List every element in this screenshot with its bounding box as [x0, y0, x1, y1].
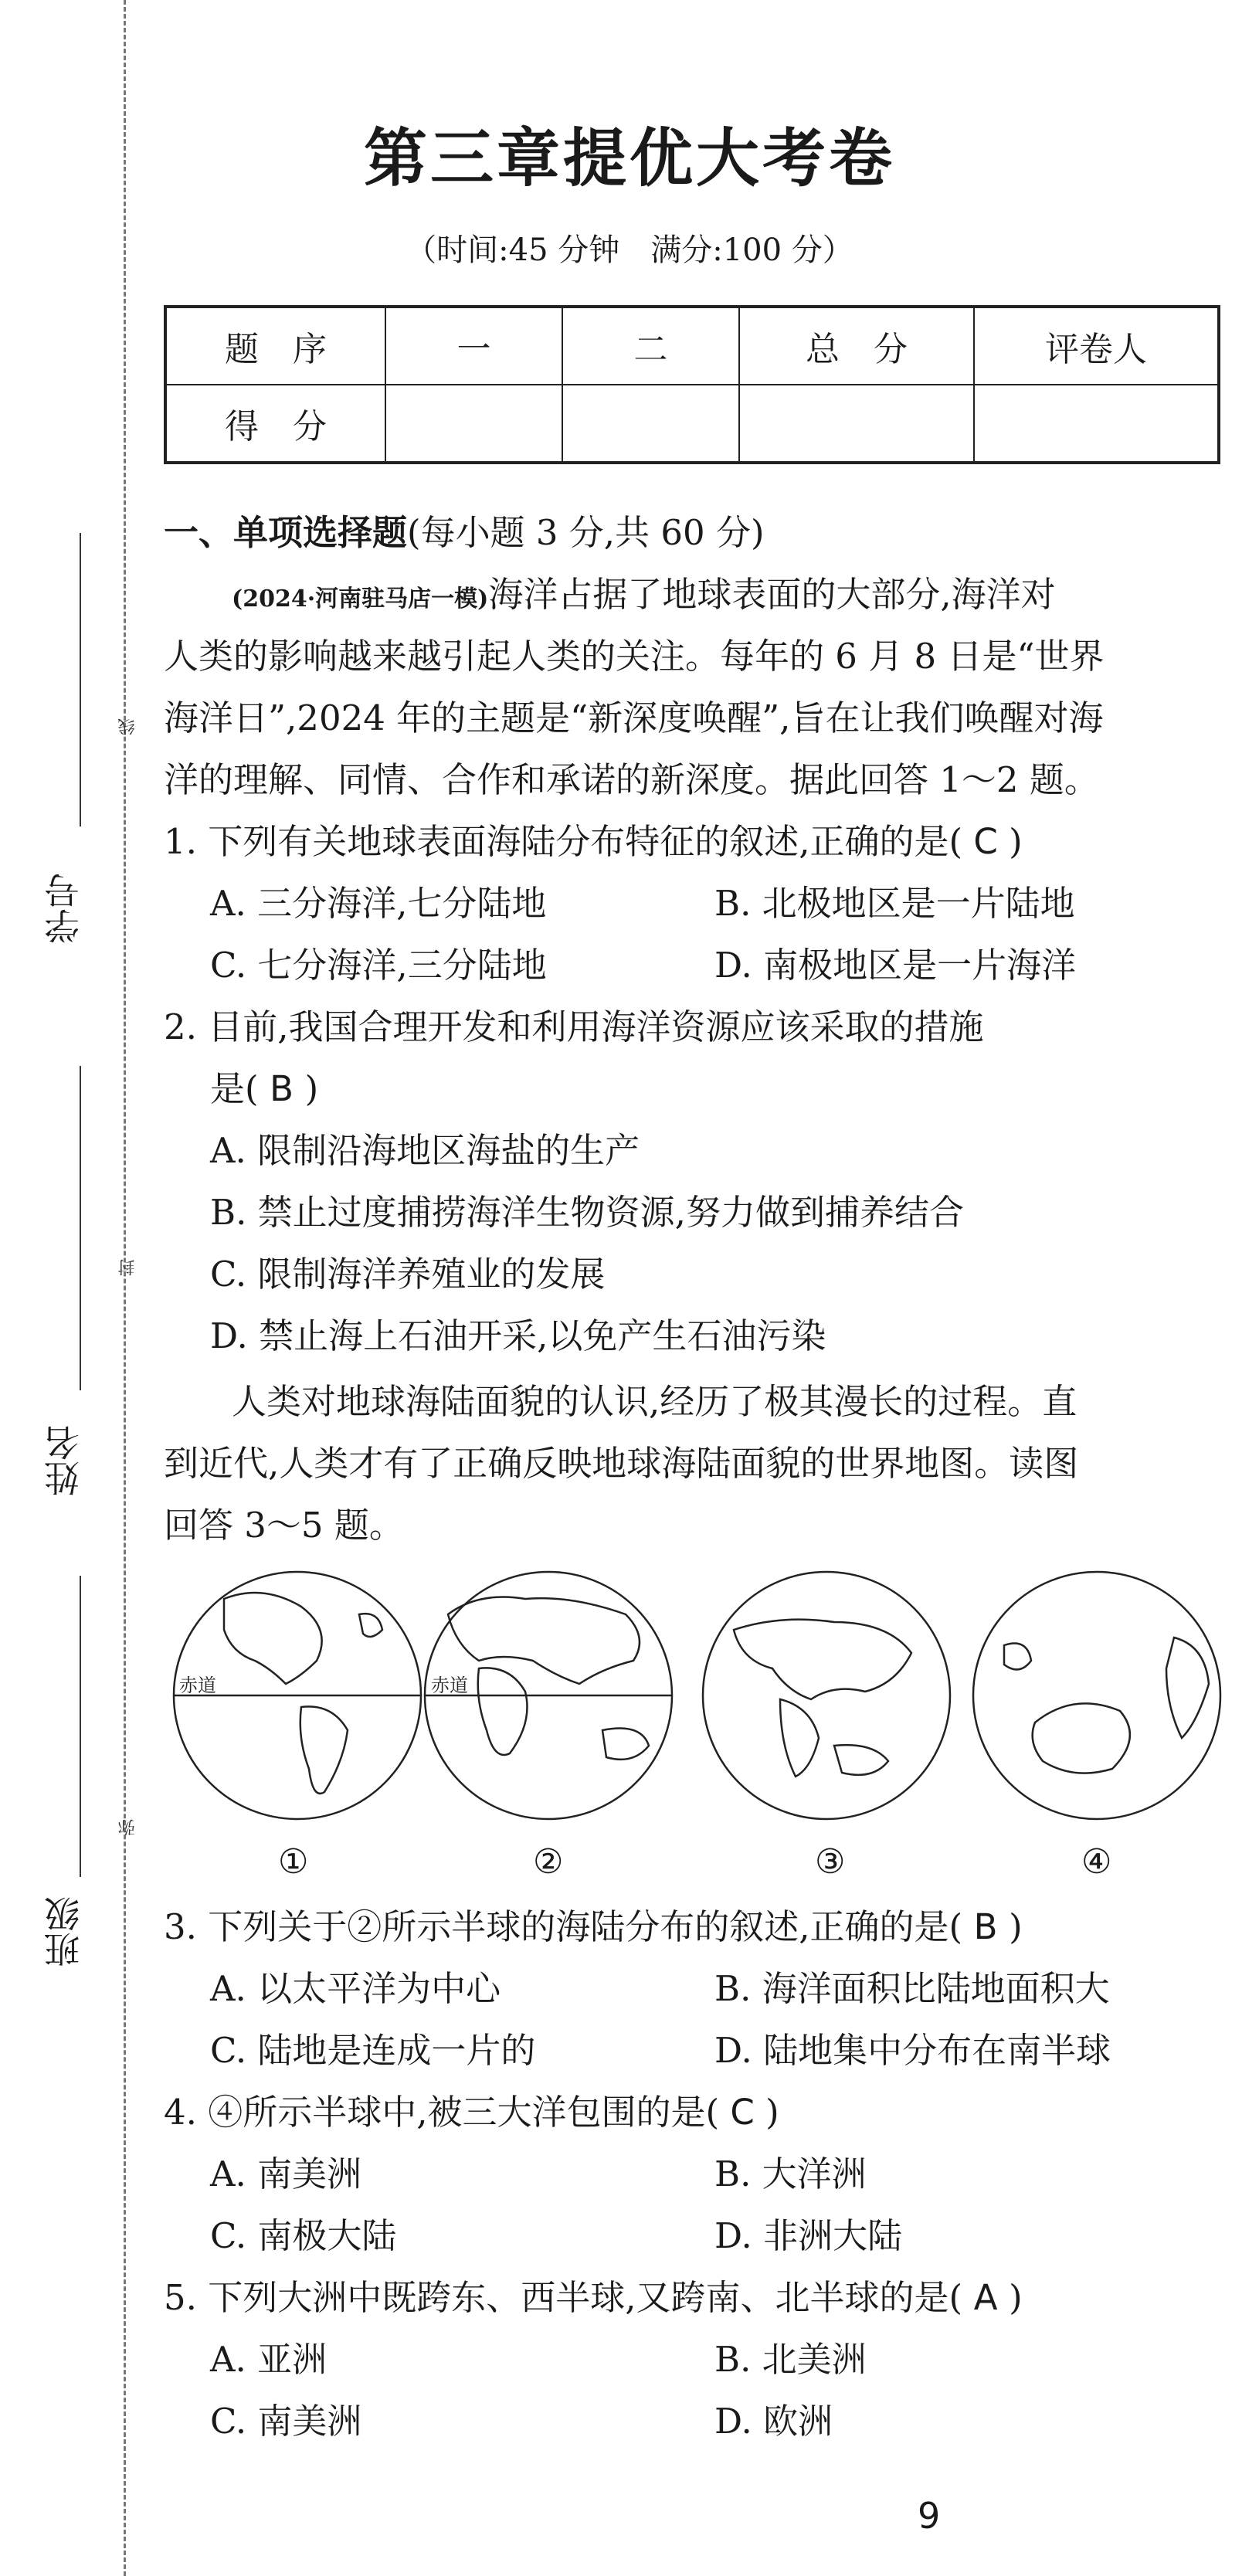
- class-line: [80, 1576, 81, 1877]
- question-stem: [164, 2082, 779, 2143]
- passage-text: 海洋占据了地球表面的大部分,海洋对: [488, 574, 1056, 615]
- hemisphere-maps: [170, 1568, 1236, 1823]
- cut-line: [124, 0, 126, 2576]
- option: B. 大洋洲: [714, 2153, 867, 2194]
- question-close: ): [1009, 821, 1023, 862]
- passage-line: 到近代,人类才有了正确反映地球海陆面貌的世界地图。读图: [164, 1443, 1079, 1484]
- question-close: ): [1009, 2277, 1023, 2318]
- equator-label-2: 赤道: [431, 1675, 468, 1696]
- question-text: 是(: [210, 1068, 259, 1109]
- option: A. 以太平洋为中心: [210, 1968, 501, 2009]
- binding-mark-mi: 弥: [118, 1819, 137, 1836]
- question-stem: [164, 2267, 1023, 2329]
- page-number: 9: [918, 2495, 941, 2537]
- passage-line: 洋的理解、同情、合作和承诺的新深度。据此回答 1～2 题。: [164, 759, 1099, 800]
- question-answer: B: [270, 1068, 294, 1109]
- score-cell: 二: [562, 307, 739, 385]
- exam-info: （时间:45 分钟 满分:100 分）: [406, 232, 853, 268]
- name-line: [80, 1066, 81, 1390]
- score-input-cell[interactable]: [385, 385, 562, 463]
- equator-label-1: 赤道: [179, 1675, 216, 1696]
- passage-line: 回答 3～5 题。: [164, 1505, 404, 1546]
- score-input-cell[interactable]: [562, 385, 739, 463]
- option: A. 限制沿海地区海盐的生产: [210, 1130, 640, 1171]
- student-id-line: [80, 533, 81, 826]
- option: B. 北极地区是一片陆地: [714, 883, 1075, 924]
- class-label: 班级: [43, 1896, 85, 1967]
- score-input-cell[interactable]: [739, 385, 974, 463]
- passage-line: 人类对地球海陆面貌的认识,经历了极其漫长的过程。直: [232, 1381, 1077, 1422]
- question-close: ): [1009, 1906, 1023, 1947]
- map-label-4: ④: [1081, 1842, 1112, 1882]
- option: C. 限制海洋养殖业的发展: [210, 1254, 606, 1295]
- binding-mark-xian: 线: [118, 718, 137, 735]
- score-input-cell[interactable]: [974, 385, 1219, 463]
- option: A. 三分海洋,七分陆地: [210, 883, 547, 924]
- hemisphere-map-4: [973, 1572, 1220, 1819]
- section-heading: [164, 502, 765, 564]
- question-stem: [164, 1896, 1023, 1958]
- question-text: 5. 下列大洲中既跨东、西半球,又跨南、北半球的是(: [164, 2277, 963, 2318]
- question-answer: C: [973, 821, 998, 862]
- question-text: 3. 下列关于②所示半球的海陆分布的叙述,正确的是(: [164, 1906, 963, 1947]
- option: C. 南美洲: [210, 2401, 362, 2442]
- option: C. 南极大陆: [210, 2215, 397, 2256]
- question-stem: [164, 811, 1023, 873]
- map-label-2: ②: [533, 1842, 564, 1882]
- hemisphere-map-3: [703, 1572, 950, 1819]
- option: D. 南极地区是一片海洋: [714, 945, 1077, 986]
- option: D. 欧洲: [714, 2401, 833, 2442]
- score-table-header-row: [165, 307, 1219, 385]
- score-table: [164, 305, 1220, 464]
- section-note: (每小题 3 分,共 60 分): [407, 512, 765, 553]
- question-answer: C: [730, 2092, 755, 2133]
- option: C. 七分海洋,三分陆地: [210, 945, 547, 986]
- option: B. 北美洲: [714, 2339, 867, 2380]
- score-table-score-row: [165, 385, 1219, 463]
- option: D. 陆地集中分布在南半球: [714, 2030, 1111, 2071]
- score-cell: 评卷人: [974, 307, 1219, 385]
- question-close: ): [304, 1068, 319, 1109]
- section-title: 一、单项选择题: [164, 512, 408, 553]
- question-text: 1. 下列有关地球表面海陆分布特征的叙述,正确的是(: [164, 821, 963, 862]
- question-stem: 2. 目前,我国合理开发和利用海洋资源应该采取的措施: [164, 1006, 984, 1047]
- option: A. 亚洲: [210, 2339, 327, 2380]
- score-cell: 题 序: [165, 307, 385, 385]
- option: B. 禁止过度捕捞海洋生物资源,努力做到捕养结合: [210, 1192, 964, 1233]
- passage-line: 海洋日”,2024 年的主题是“新深度唤醒”,旨在让我们唤醒对海: [164, 697, 1104, 738]
- score-cell: 总 分: [739, 307, 974, 385]
- page-title: 第三章提优大考卷: [363, 122, 895, 195]
- question-source: (2024·河南驻马店一模): [232, 585, 489, 613]
- question-answer: B: [973, 1906, 998, 1947]
- option: D. 非洲大陆: [714, 2215, 903, 2256]
- score-cell: 得 分: [165, 385, 385, 463]
- option: B. 海洋面积比陆地面积大: [714, 1968, 1110, 2009]
- name-label: 姓名: [43, 1425, 85, 1496]
- map-label-1: ①: [278, 1842, 309, 1882]
- score-cell: 一: [385, 307, 562, 385]
- question-stem-cont: [210, 1058, 318, 1120]
- option: C. 陆地是连成一片的: [210, 2030, 536, 2071]
- question-text: 4. ④所示半球中,被三大洋包围的是(: [164, 2092, 720, 2133]
- passage-line: 人类的影响越来越引起人类的关注。每年的 6 月 8 日是“世界: [164, 636, 1105, 677]
- option: A. 南美洲: [210, 2153, 362, 2194]
- question-close: ): [765, 2092, 779, 2133]
- binding-mark-feng: 封: [118, 1259, 137, 1276]
- map-label-3: ③: [815, 1842, 846, 1882]
- student-id-label: 学号: [43, 873, 85, 944]
- question-answer: A: [973, 2277, 998, 2318]
- option: D. 禁止海上石油开采,以免产生石油污染: [210, 1315, 826, 1356]
- passage-line: [232, 564, 1056, 630]
